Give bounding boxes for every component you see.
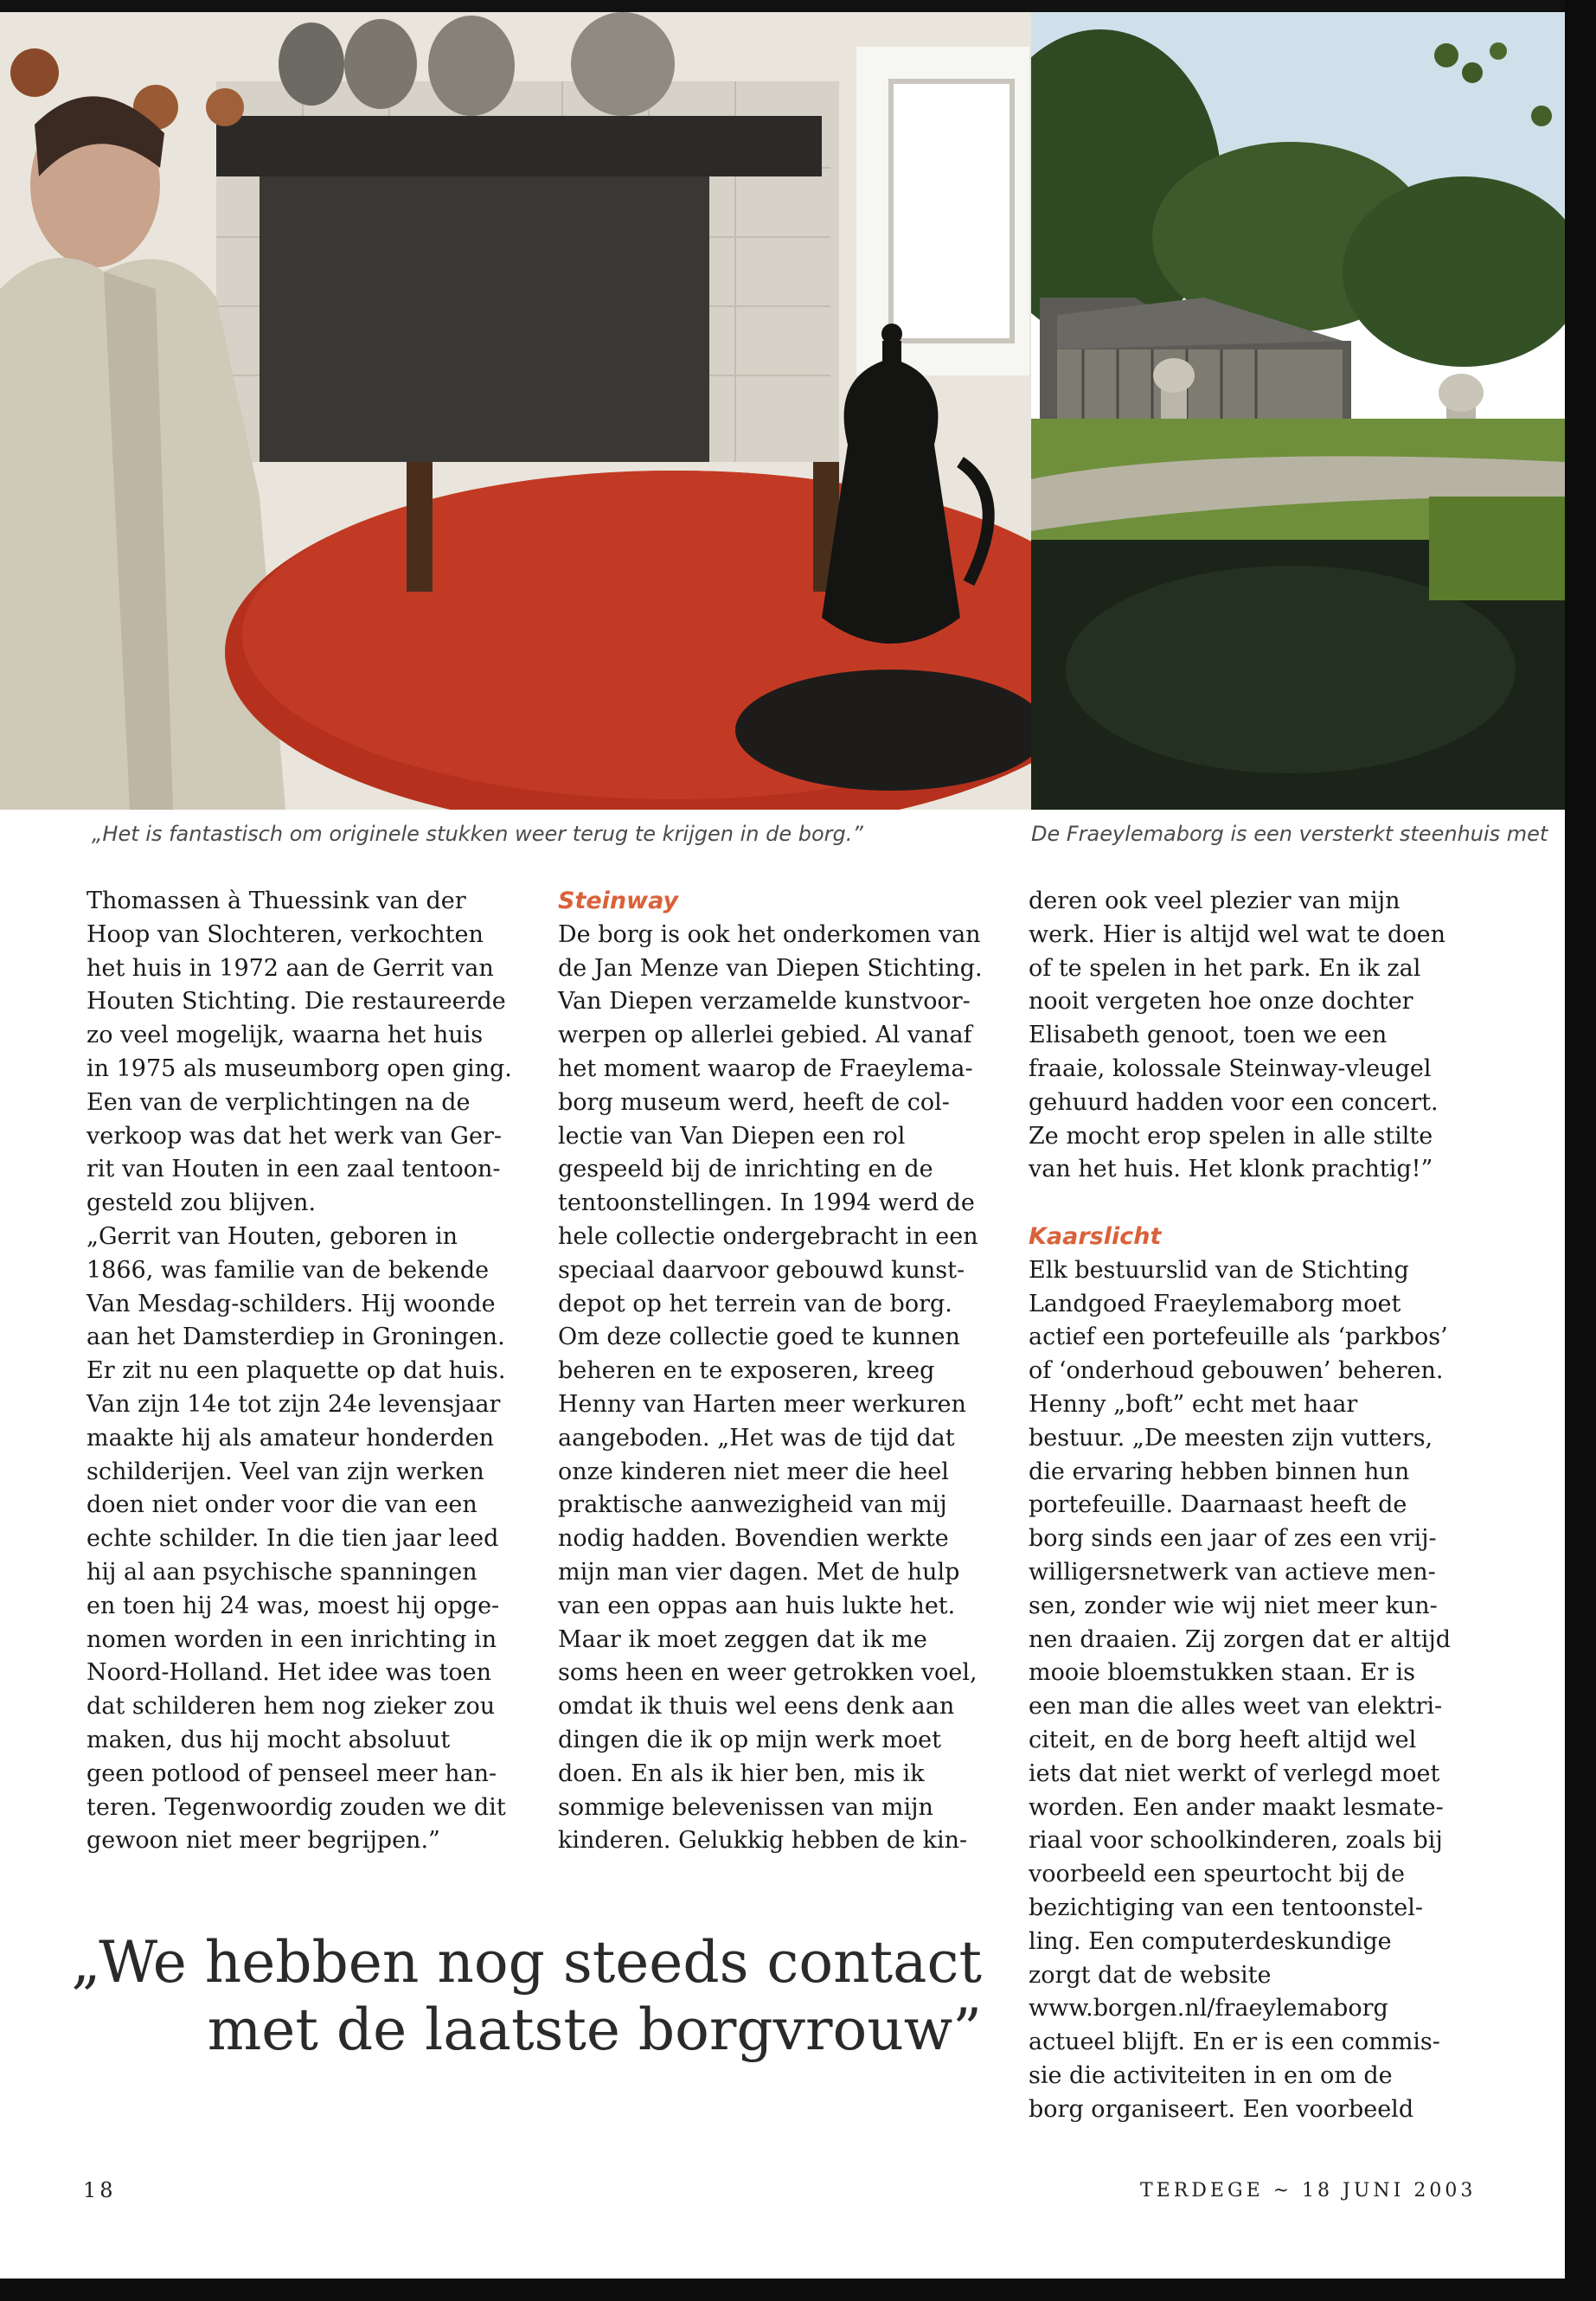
text-line: Henny „boft” echt met haar — [1029, 1390, 1358, 1418]
bottom-border — [0, 2279, 1596, 2301]
text-line: sie die activiteiten in en om de — [1029, 2061, 1393, 2089]
text-line: teren. Tegenwoordig zouden we dit — [87, 1793, 506, 1821]
text-column-3 — [1029, 885, 1478, 2126]
text-column-1 — [87, 885, 536, 1858]
text-line: kinderen. Gelukkig hebben de kin- — [558, 1827, 968, 1855]
text-line: De borg is ook het onderkomen van — [558, 920, 981, 948]
pull-quote-line-1: „We hebben nog steeds contact — [71, 1929, 982, 1996]
text-line: hij al aan psychische spanningen — [87, 1558, 478, 1586]
text-line: doen. En als ik hier ben, mis ik — [558, 1759, 925, 1787]
text-column-2 — [558, 885, 1008, 1858]
caption-right: De Fraeylemaborg is een versterkt steenhuis met — [1031, 822, 1548, 846]
text-line: sen, zonder wie wij niet meer kun- — [1029, 1592, 1438, 1619]
text-line: soms heen en weer getrokken voel, — [558, 1659, 977, 1687]
text-line: hele collectie ondergebracht in een — [558, 1222, 978, 1250]
text-line: bezichtiging van een tentoonstel- — [1029, 1894, 1423, 1921]
kitchen-illustration — [0, 12, 1031, 810]
text-line: Van zijn 14e tot zijn 24e levensjaar — [87, 1390, 501, 1418]
text-line: het huis in 1972 aan de Gerrit van — [87, 954, 494, 982]
text-line: mijn man vier dagen. Met de hulp — [558, 1558, 960, 1586]
pull-quote-line-2: met de laatste borgvrouw” — [207, 1997, 982, 2063]
text-line: fraaie, kolossale Steinway-vleugel — [1029, 1054, 1432, 1082]
text-line: het moment waarop de Fraeylema- — [558, 1054, 973, 1082]
text-line: praktische aanwezigheid van mij — [558, 1491, 947, 1519]
text-line: borg organiseert. Een voorbeeld — [1029, 2095, 1414, 2123]
text-line: Landgoed Fraeylemaborg moet — [1029, 1290, 1401, 1317]
text-line: actueel blijft. En er is een commis- — [1029, 2029, 1440, 2056]
text-line: 1866, was familie van de bekende — [87, 1256, 490, 1284]
text-line: borg museum werd, heeft de col- — [558, 1088, 950, 1116]
text-line: Ze mocht erop spelen in alle stilte — [1029, 1122, 1433, 1150]
text-line: maken, dus hij mocht absoluut — [87, 1726, 451, 1753]
text-line: actief een portefeuille als ‘parkbos’ — [1029, 1324, 1448, 1351]
text-line: Thomassen à Thuessink van der — [87, 888, 466, 914]
text-line: depot op het terrein van de borg. — [558, 1290, 952, 1317]
text-line: rit van Houten in een zaal tentoon- — [87, 1156, 501, 1183]
page-number: 18 — [83, 2178, 117, 2202]
section-heading-kaarslicht: Kaarslicht — [1029, 1222, 1162, 1250]
caption-left: „Het is fantastisch om originele stukken weer terug te krijgen in de borg.” — [92, 822, 863, 846]
text-line: iets dat niet werkt of verlegd moet — [1029, 1759, 1440, 1787]
text-line: zo veel mogelijk, waarna het huis — [87, 1022, 484, 1049]
text-line: beheren en te exposeren, kreeg — [558, 1357, 935, 1385]
text-line: van het huis. Het klonk prachtig!” — [1029, 1156, 1433, 1183]
text-line: van een oppas aan huis lukte het. — [558, 1592, 956, 1619]
publication-footer: TERDEGE ~ 18 JUNI 2003 — [1140, 2180, 1477, 2202]
text-line: bestuur. „De meesten zijn vutters, — [1029, 1424, 1433, 1452]
text-line: schilderijen. Veel van zijn werken — [87, 1458, 484, 1485]
text-line: willigersnetwerk van actieve men- — [1029, 1558, 1436, 1586]
text-line: speciaal daarvoor gebouwd kunst- — [558, 1256, 965, 1284]
text-line: nooit vergeten hoe onze dochter — [1029, 988, 1413, 1016]
text-line: een man die alles weet van elektri- — [1029, 1693, 1443, 1721]
text-line: „Gerrit van Houten, geboren in — [87, 1222, 458, 1250]
text-line: www.borgen.nl/fraeylemaborg — [1029, 1995, 1388, 2022]
text-line: of ‘onderhoud gebouwen’ beheren. — [1029, 1357, 1444, 1385]
text-line: Houten Stichting. Die restaureerde — [87, 988, 506, 1016]
text-line: nen draaien. Zij zorgen dat er altijd — [1029, 1625, 1452, 1653]
exterior-illustration — [1031, 12, 1565, 810]
text-line: portefeuille. Daarnaast heeft de — [1029, 1491, 1407, 1519]
text-line: borg sinds een jaar of zes een vrij- — [1029, 1525, 1437, 1553]
text-line: werk. Hier is altijd wel wat te doen — [1029, 920, 1445, 948]
text-line: gehuurd hadden voor een concert. — [1029, 1088, 1439, 1116]
text-line: dingen die ik op mijn werk moet — [558, 1726, 941, 1753]
text-line: Om deze collectie goed te kunnen — [558, 1324, 960, 1351]
text-line: nodig hadden. Bovendien werkte — [558, 1525, 949, 1553]
text-column-3-bottom — [1029, 1254, 1478, 2127]
text-line: Noord-Holland. Het idee was toen — [87, 1659, 491, 1687]
text-line: Hoop van Slochteren, verkochten — [87, 920, 484, 948]
text-line: maakte hij als amateur honderden — [87, 1424, 495, 1452]
text-line: Van Mesdag-schilders. Hij woonde — [87, 1290, 496, 1317]
text-line: riaal voor schoolkinderen, zoals bij — [1029, 1827, 1443, 1855]
text-line: worden. Een ander maakt lesmate- — [1029, 1793, 1444, 1821]
text-line: verkoop was dat het werk van Ger- — [87, 1122, 502, 1150]
text-line: Elk bestuurslid van de Stichting — [1029, 1256, 1409, 1284]
text-column-2-body — [558, 919, 1008, 1858]
text-line: gespeeld bij de inrichting en de — [558, 1156, 933, 1183]
text-line: ling. Een computerdeskundige — [1029, 1927, 1392, 1955]
text-line: dat schilderen hem nog zieker zou — [87, 1693, 496, 1721]
text-line: sommige belevenissen van mijn — [558, 1793, 933, 1821]
text-line: tentoonstellingen. In 1994 werd de — [558, 1189, 975, 1217]
text-line: mooie bloemstukken staan. Er is — [1029, 1659, 1415, 1687]
text-line: Er zit nu een plaquette op dat huis. — [87, 1357, 506, 1385]
text-line: onze kinderen niet meer die heel — [558, 1458, 949, 1485]
text-line: zorgt dat de website — [1029, 1961, 1272, 1989]
text-column-3-top — [1029, 885, 1478, 1187]
text-line: Henny van Harten meer werkuren — [558, 1390, 966, 1418]
text-line: die ervaring hebben binnen hun — [1029, 1458, 1410, 1485]
top-border — [0, 0, 1596, 12]
pull-quote — [71, 1929, 982, 2064]
text-line: echte schilder. In die tien jaar leed — [87, 1525, 499, 1553]
text-line: deren ook veel plezier van mijn — [1029, 888, 1401, 914]
text-line: Van Diepen verzamelde kunstvoor- — [558, 988, 971, 1016]
text-line: gewoon niet meer begrijpen.” — [87, 1827, 440, 1855]
section-heading-steinway: Steinway — [558, 888, 679, 914]
text-line: doen niet onder voor die van een — [87, 1491, 478, 1519]
text-line: voorbeeld een speurtocht bij de — [1029, 1861, 1405, 1888]
text-line: gesteld zou blijven. — [87, 1189, 317, 1217]
photo-fraeylemaborg-exterior — [1031, 12, 1565, 810]
text-line: lectie van Van Diepen een rol — [558, 1122, 906, 1150]
text-line: nomen worden in een inrichting in — [87, 1625, 497, 1653]
text-line: werpen op allerlei gebied. Al vanaf — [558, 1022, 972, 1049]
text-line: aangeboden. „Het was de tijd dat — [558, 1424, 955, 1452]
text-line: in 1975 als museumborg open ging. — [87, 1054, 512, 1082]
text-line: geen potlood of penseel meer han- — [87, 1759, 497, 1787]
photo-kitchen-interior — [0, 12, 1031, 810]
text-line: Een van de verplichtingen na de — [87, 1088, 471, 1116]
text-line: de Jan Menze van Diepen Stichting. — [558, 954, 983, 982]
text-line: Maar ik moet zeggen dat ik me — [558, 1625, 927, 1653]
right-border — [1565, 0, 1596, 2301]
text-line: aan het Damsterdiep in Groningen. — [87, 1324, 505, 1351]
text-line: Elisabeth genoot, toen we een — [1029, 1022, 1388, 1049]
text-line: en toen hij 24 was, moest hij opge- — [87, 1592, 500, 1619]
text-line: omdat ik thuis wel eens denk aan — [558, 1693, 955, 1721]
text-line: citeit, en de borg heeft altijd wel — [1029, 1726, 1417, 1753]
text-line: of te spelen in het park. En ik zal — [1029, 954, 1421, 982]
